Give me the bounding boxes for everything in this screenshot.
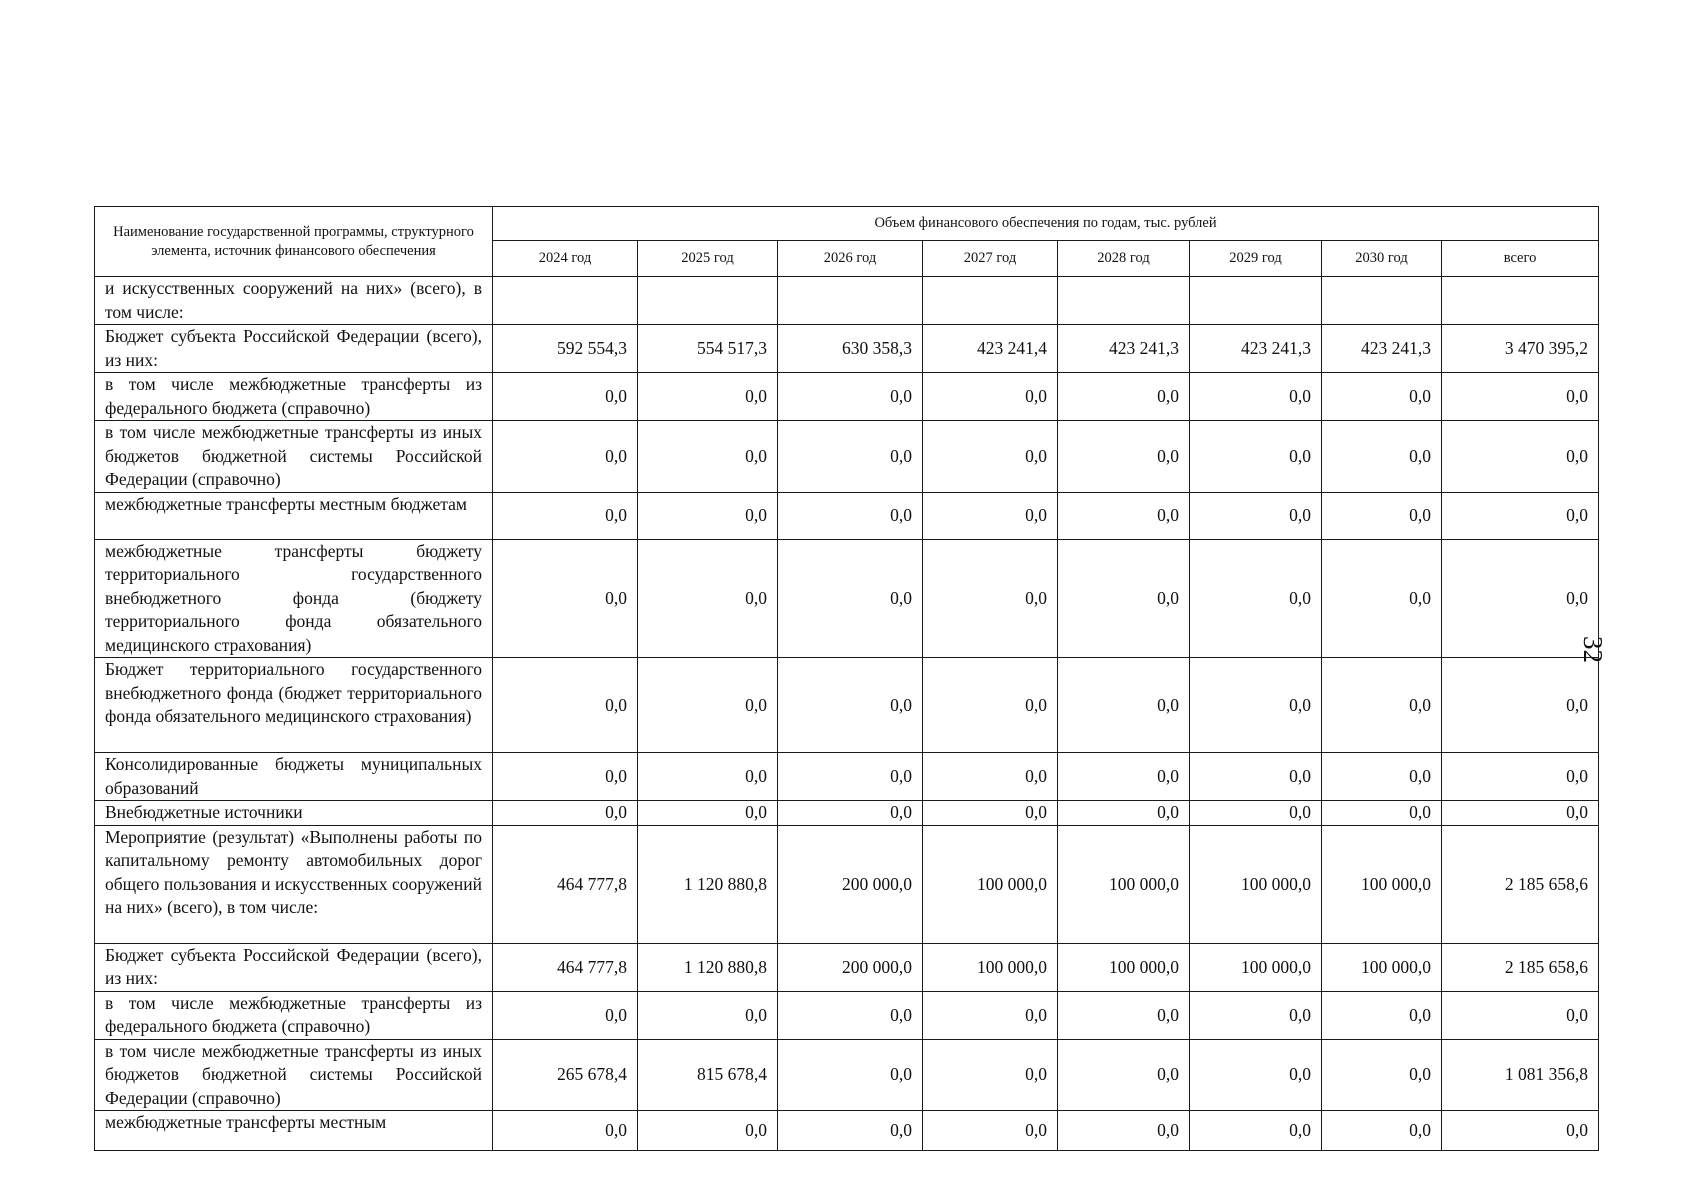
year-header: 2027 год — [923, 241, 1058, 277]
value-cell: 100 000,0 — [923, 943, 1058, 991]
total-cell: 0,0 — [1442, 753, 1599, 801]
row-label: Бюджет территориального государственного внебюджетного фонда (бюджет территориального фонда обязательного медицинского страхования) — [95, 658, 493, 753]
value-cell: 0,0 — [1322, 991, 1442, 1039]
year-header: 2025 год — [638, 241, 778, 277]
value-cell: 0,0 — [1190, 421, 1322, 493]
value-cell: 100 000,0 — [1190, 943, 1322, 991]
table-row — [95, 421, 1599, 493]
row-label: в том числе межбюджетные трансферты из федерального бюджета (справочно) — [95, 991, 493, 1039]
table-row — [95, 373, 1599, 421]
value-cell — [923, 277, 1058, 325]
value-cell: 592 554,3 — [493, 325, 638, 373]
value-cell: 0,0 — [923, 1039, 1058, 1111]
value-cell: 0,0 — [638, 753, 778, 801]
value-cell: 630 358,3 — [778, 325, 923, 373]
row-label: Консолидированные бюджеты муниципальных образований — [95, 753, 493, 801]
page-number: 32 — [1578, 636, 1608, 663]
value-cell: 0,0 — [1058, 492, 1190, 539]
value-cell: 0,0 — [1058, 373, 1190, 421]
value-cell: 0,0 — [778, 1111, 923, 1151]
total-cell: 0,0 — [1442, 373, 1599, 421]
row-label: Бюджет субъекта Российской Федерации (всего), из них: — [95, 943, 493, 991]
row-label: Мероприятие (результат) «Выполнены работы по капитальному ремонту автомобильных дорог общего пользования и искусственных сооружений на них» (всего), в том числе: — [95, 825, 493, 943]
value-cell: 0,0 — [1190, 658, 1322, 753]
row-label: межбюджетные трансферты местным бюджетам — [95, 492, 493, 539]
value-cell: 0,0 — [923, 539, 1058, 658]
value-cell: 0,0 — [1058, 1111, 1190, 1151]
value-cell: 0,0 — [493, 753, 638, 801]
value-cell: 0,0 — [493, 1111, 638, 1151]
value-cell: 0,0 — [778, 801, 923, 826]
year-header: 2029 год — [1190, 241, 1322, 277]
row-label: в том числе межбюджетные трансферты из федерального бюджета (справочно) — [95, 373, 493, 421]
value-cell: 0,0 — [638, 658, 778, 753]
row-label: в том числе межбюджетные трансферты из иных бюджетов бюджетной системы Российской Федерации (справочно) — [95, 1039, 493, 1111]
value-cell: 0,0 — [778, 539, 923, 658]
value-cell: 0,0 — [1058, 753, 1190, 801]
value-cell — [638, 277, 778, 325]
total-header: всего — [1442, 241, 1599, 277]
table-row — [95, 325, 1599, 373]
value-cell: 0,0 — [778, 753, 923, 801]
volume-group-header: Объем финансового обеспечения по годам, тыс. рублей — [493, 207, 1599, 241]
value-cell: 200 000,0 — [778, 943, 923, 991]
row-label: межбюджетные трансферты бюджету территориального государственного внебюджетного фонда (бюджету территориального фонда обязательного медицинского страхования) — [95, 539, 493, 658]
table-row — [95, 991, 1599, 1039]
value-cell: 0,0 — [1190, 373, 1322, 421]
value-cell — [493, 277, 638, 325]
value-cell: 0,0 — [1058, 421, 1190, 493]
value-cell — [1322, 277, 1442, 325]
value-cell: 0,0 — [778, 991, 923, 1039]
total-cell: 0,0 — [1442, 991, 1599, 1039]
value-cell: 0,0 — [1190, 753, 1322, 801]
year-header: 2028 год — [1058, 241, 1190, 277]
value-cell: 0,0 — [923, 753, 1058, 801]
value-cell: 0,0 — [778, 1039, 923, 1111]
value-cell: 100 000,0 — [923, 825, 1058, 943]
value-cell: 0,0 — [493, 801, 638, 826]
value-cell: 464 777,8 — [493, 943, 638, 991]
value-cell — [778, 277, 923, 325]
value-cell: 0,0 — [1322, 373, 1442, 421]
value-cell: 423 241,3 — [1322, 325, 1442, 373]
value-cell: 0,0 — [1190, 492, 1322, 539]
value-cell: 0,0 — [493, 991, 638, 1039]
value-cell: 423 241,4 — [923, 325, 1058, 373]
value-cell: 0,0 — [1322, 1039, 1442, 1111]
value-cell: 0,0 — [1322, 753, 1442, 801]
value-cell: 0,0 — [1058, 801, 1190, 826]
value-cell: 0,0 — [923, 373, 1058, 421]
row-label: Бюджет субъекта Российской Федерации (всего), из них: — [95, 325, 493, 373]
value-cell: 100 000,0 — [1058, 825, 1190, 943]
value-cell: 0,0 — [778, 658, 923, 753]
table-row — [95, 539, 1599, 658]
value-cell: 0,0 — [493, 539, 638, 658]
table-row — [95, 801, 1599, 826]
value-cell: 0,0 — [638, 421, 778, 493]
value-cell: 0,0 — [923, 421, 1058, 493]
value-cell: 0,0 — [923, 492, 1058, 539]
value-cell: 815 678,4 — [638, 1039, 778, 1111]
total-cell: 1 081 356,8 — [1442, 1039, 1599, 1111]
value-cell: 0,0 — [778, 492, 923, 539]
value-cell: 0,0 — [1058, 1039, 1190, 1111]
total-cell: 0,0 — [1442, 658, 1599, 753]
table-row — [95, 943, 1599, 991]
value-cell: 0,0 — [778, 421, 923, 493]
value-cell: 464 777,8 — [493, 825, 638, 943]
row-label: межбюджетные трансферты местным — [95, 1111, 493, 1151]
value-cell: 0,0 — [1058, 658, 1190, 753]
value-cell: 0,0 — [638, 991, 778, 1039]
value-cell: 0,0 — [1322, 421, 1442, 493]
value-cell: 0,0 — [923, 991, 1058, 1039]
total-cell: 2 185 658,6 — [1442, 943, 1599, 991]
total-cell: 0,0 — [1442, 539, 1599, 658]
year-header: 2030 год — [1322, 241, 1442, 277]
table-row — [95, 658, 1599, 753]
value-cell: 265 678,4 — [493, 1039, 638, 1111]
value-cell: 0,0 — [493, 658, 638, 753]
total-cell: 0,0 — [1442, 1111, 1599, 1151]
value-cell: 100 000,0 — [1190, 825, 1322, 943]
table-row — [95, 753, 1599, 801]
table-row — [95, 277, 1599, 325]
value-cell: 200 000,0 — [778, 825, 923, 943]
value-cell: 0,0 — [1190, 1039, 1322, 1111]
value-cell: 0,0 — [1058, 991, 1190, 1039]
financing-table — [94, 206, 1599, 1151]
value-cell — [1190, 277, 1322, 325]
value-cell: 0,0 — [778, 373, 923, 421]
table-header — [95, 207, 1599, 277]
table-row — [95, 1111, 1599, 1151]
value-cell: 100 000,0 — [1322, 943, 1442, 991]
value-cell: 100 000,0 — [1058, 943, 1190, 991]
value-cell: 423 241,3 — [1190, 325, 1322, 373]
table-row — [95, 492, 1599, 539]
value-cell: 0,0 — [923, 1111, 1058, 1151]
value-cell: 0,0 — [923, 658, 1058, 753]
year-header: 2026 год — [778, 241, 923, 277]
value-cell: 0,0 — [1322, 492, 1442, 539]
total-cell: 0,0 — [1442, 492, 1599, 539]
value-cell: 0,0 — [1322, 658, 1442, 753]
total-cell: 2 185 658,6 — [1442, 825, 1599, 943]
value-cell: 1 120 880,8 — [638, 825, 778, 943]
value-cell: 1 120 880,8 — [638, 943, 778, 991]
year-header: 2024 год — [493, 241, 638, 277]
value-cell: 0,0 — [923, 801, 1058, 826]
value-cell: 0,0 — [638, 1111, 778, 1151]
value-cell: 0,0 — [493, 492, 638, 539]
total-cell: 3 470 395,2 — [1442, 325, 1599, 373]
row-label: в том числе межбюджетные трансферты из иных бюджетов бюджетной системы Российской Федерации (справочно) — [95, 421, 493, 493]
value-cell: 0,0 — [493, 373, 638, 421]
value-cell: 0,0 — [1322, 1111, 1442, 1151]
value-cell: 0,0 — [1322, 801, 1442, 826]
total-cell — [1442, 277, 1599, 325]
value-cell: 554 517,3 — [638, 325, 778, 373]
value-cell: 0,0 — [1190, 539, 1322, 658]
total-cell: 0,0 — [1442, 801, 1599, 826]
value-cell: 0,0 — [1190, 1111, 1322, 1151]
row-label: и искусственных сооружений на них» (всего), в том числе: — [95, 277, 493, 325]
value-cell: 0,0 — [638, 801, 778, 826]
total-cell: 0,0 — [1442, 421, 1599, 493]
value-cell: 0,0 — [638, 492, 778, 539]
value-cell: 423 241,3 — [1058, 325, 1190, 373]
value-cell: 0,0 — [638, 373, 778, 421]
value-cell: 0,0 — [1190, 801, 1322, 826]
value-cell — [1058, 277, 1190, 325]
row-label: Внебюджетные источники — [95, 801, 493, 826]
name-column-header: Наименование государственной программы, структурного элемента, источник финансового обеспечения — [95, 207, 493, 277]
value-cell: 0,0 — [1190, 991, 1322, 1039]
value-cell: 0,0 — [638, 539, 778, 658]
value-cell: 0,0 — [1058, 539, 1190, 658]
value-cell: 0,0 — [493, 421, 638, 493]
table-row — [95, 825, 1599, 943]
table-row — [95, 1039, 1599, 1111]
table-body — [95, 277, 1599, 1151]
value-cell: 100 000,0 — [1322, 825, 1442, 943]
value-cell: 0,0 — [1322, 539, 1442, 658]
